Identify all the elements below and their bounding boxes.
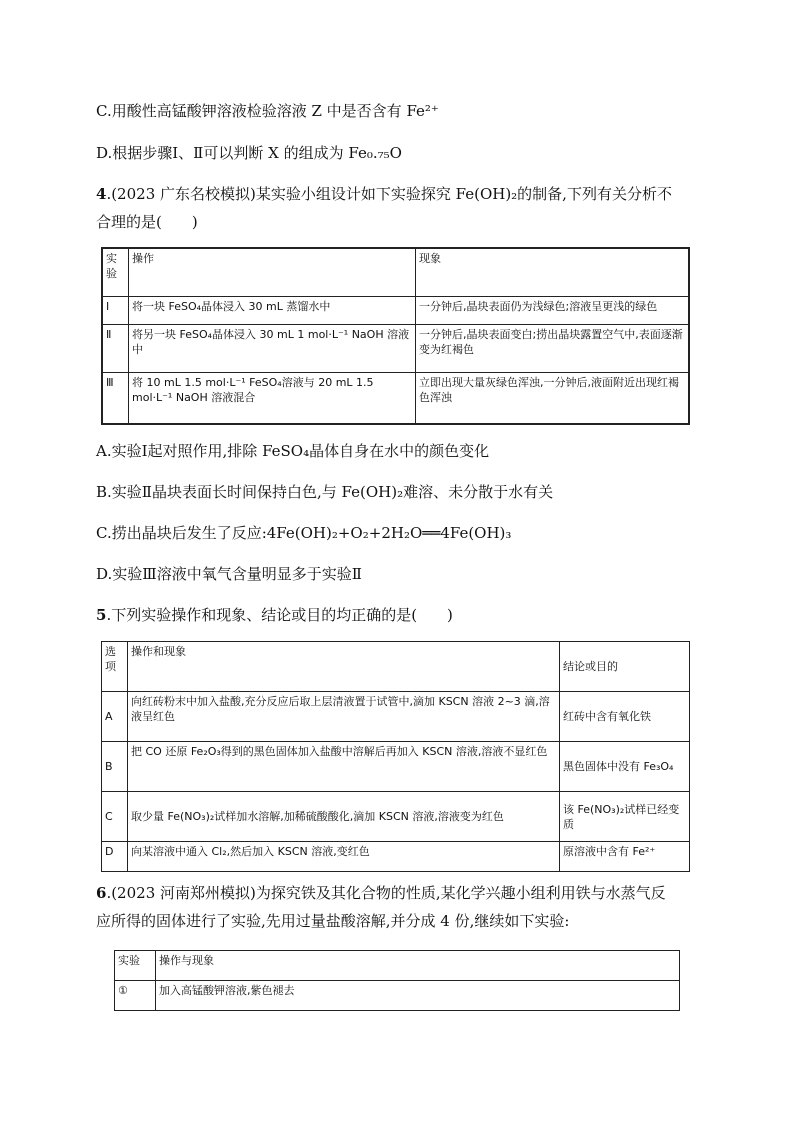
table-cell: 将另一块 FeSO₄晶体浸入 30 mL 1 mol·L⁻¹ NaOH 溶液中 <box>129 324 416 372</box>
table-cell: 向红砖粉末中加入盐酸,充分反应后取上层清液置于试管中,滴加 KSCN 溶液 2~3 滴,溶液呈红色 <box>128 692 560 742</box>
question-6-line-1 <box>96 882 666 903</box>
table-question-4 <box>101 247 690 425</box>
table-cell: 向某溶液中通入 Cl₂,然后加入 KSCN 溶液,变红色 <box>128 842 560 872</box>
table-row <box>102 842 690 872</box>
question-5-line <box>96 604 453 625</box>
table-row <box>102 642 690 692</box>
table-cell: 黑色固体中没有 Fe₃O₄ <box>560 742 690 792</box>
table-header-cell: 操作和现象 <box>128 642 560 692</box>
table-cell: C <box>102 792 128 842</box>
question-4-text: .(2023 广东名校模拟)某实验小组设计如下实验探究 Fe(OH)₂的制备,下列有关分析不 <box>106 185 672 203</box>
question-4-line-2: 合理的是( ) <box>96 213 198 231</box>
option-c-line: C.用酸性高锰酸钾溶液检验溶液 Z 中是否含有 Fe²⁺ <box>96 102 439 120</box>
question-6-line-2: 应所得的固体进行了实验,先用过量盐酸溶解,并分成 4 份,继续如下实验: <box>96 912 570 930</box>
table-header-cell: 结论或目的 <box>560 642 690 692</box>
question-4-option-d: D.实验Ⅲ溶液中氧气含量明显多于实验Ⅱ <box>96 565 362 583</box>
table-question-6 <box>114 950 680 1011</box>
question-4-option-b: B.实验Ⅱ晶块表面长时间保持白色,与 Fe(OH)₂难溶、未分散于水有关 <box>96 483 554 501</box>
table-cell: 原溶液中含有 Fe²⁺ <box>560 842 690 872</box>
question-4-option-c: C.捞出晶块后发生了反应:4Fe(OH)₂+O₂+2H₂O══4Fe(OH)₃ <box>96 524 512 542</box>
table-header-cell: 操作 <box>129 248 416 296</box>
table-header-cell: 现象 <box>416 248 690 296</box>
table-cell: 红砖中含有氧化铁 <box>560 692 690 742</box>
table-cell: 将 10 mL 1.5 mol·L⁻¹ FeSO₄溶液与 20 mL 1.5 mol·L⁻¹ NaOH 溶液混合 <box>129 372 416 424</box>
table-row <box>102 296 689 324</box>
table-cell: Ⅱ <box>102 324 129 372</box>
table-row <box>115 951 680 981</box>
question-5-text: .下列实验操作和现象、结论或目的均正确的是( ) <box>106 606 453 624</box>
table-cell: ① <box>115 981 156 1011</box>
table-cell: Ⅰ <box>102 296 129 324</box>
table-header-cell: 选项 <box>102 642 128 692</box>
option-d-line: D.根据步骤Ⅰ、Ⅱ可以判断 X 的组成为 Fe₀.₇₅O <box>96 144 402 162</box>
table-cell: 该 Fe(NO₃)₂试样已经变质 <box>560 792 690 842</box>
table-row <box>115 981 680 1011</box>
table-row <box>102 792 690 842</box>
table-cell: Ⅲ <box>102 372 129 424</box>
table-row <box>102 742 690 792</box>
table-cell: D <box>102 842 128 872</box>
table-cell: 将一块 FeSO₄晶体浸入 30 mL 蒸馏水中 <box>129 296 416 324</box>
table-cell: 一分钟后,晶块表面变白;捞出晶块露置空气中,表面逐渐变为红褐色 <box>416 324 690 372</box>
table-row <box>102 372 689 424</box>
question-4-option-a: A.实验Ⅰ起对照作用,排除 FeSO₄晶体自身在水中的颜色变化 <box>96 442 490 460</box>
table-row <box>102 248 689 296</box>
table-header-cell: 实验 <box>102 248 129 296</box>
table-cell: 立即出现大量灰绿色浑浊,一分钟后,液面附近出现红褐色浑浊 <box>416 372 690 424</box>
table-row <box>102 692 690 742</box>
table-header-cell: 操作与现象 <box>156 951 680 981</box>
question-4-number: 4 <box>96 185 107 203</box>
question-4-line-1 <box>96 183 672 204</box>
table-header-cell: 实验 <box>115 951 156 981</box>
table-cell: 加入高锰酸钾溶液,紫色褪去 <box>156 981 680 1011</box>
table-row <box>102 324 689 372</box>
table-cell: 一分钟后,晶块表面仍为浅绿色;溶液呈更浅的绿色 <box>416 296 690 324</box>
question-6-number: 6 <box>96 884 107 902</box>
table-cell: A <box>102 692 128 742</box>
table-question-5 <box>101 641 690 872</box>
table-cell: 取少量 Fe(NO₃)₂试样加水溶解,加稀硫酸酸化,滴加 KSCN 溶液,溶液变为红色 <box>128 792 560 842</box>
question-6-text: .(2023 河南郑州模拟)为探究铁及其化合物的性质,某化学兴趣小组利用铁与水蒸气反 <box>106 884 666 902</box>
question-5-number: 5 <box>96 606 107 624</box>
table-cell: B <box>102 742 128 792</box>
table-cell: 把 CO 还原 Fe₂O₃得到的黑色固体加入盐酸中溶解后再加入 KSCN 溶液,溶液不显红色 <box>128 742 560 792</box>
